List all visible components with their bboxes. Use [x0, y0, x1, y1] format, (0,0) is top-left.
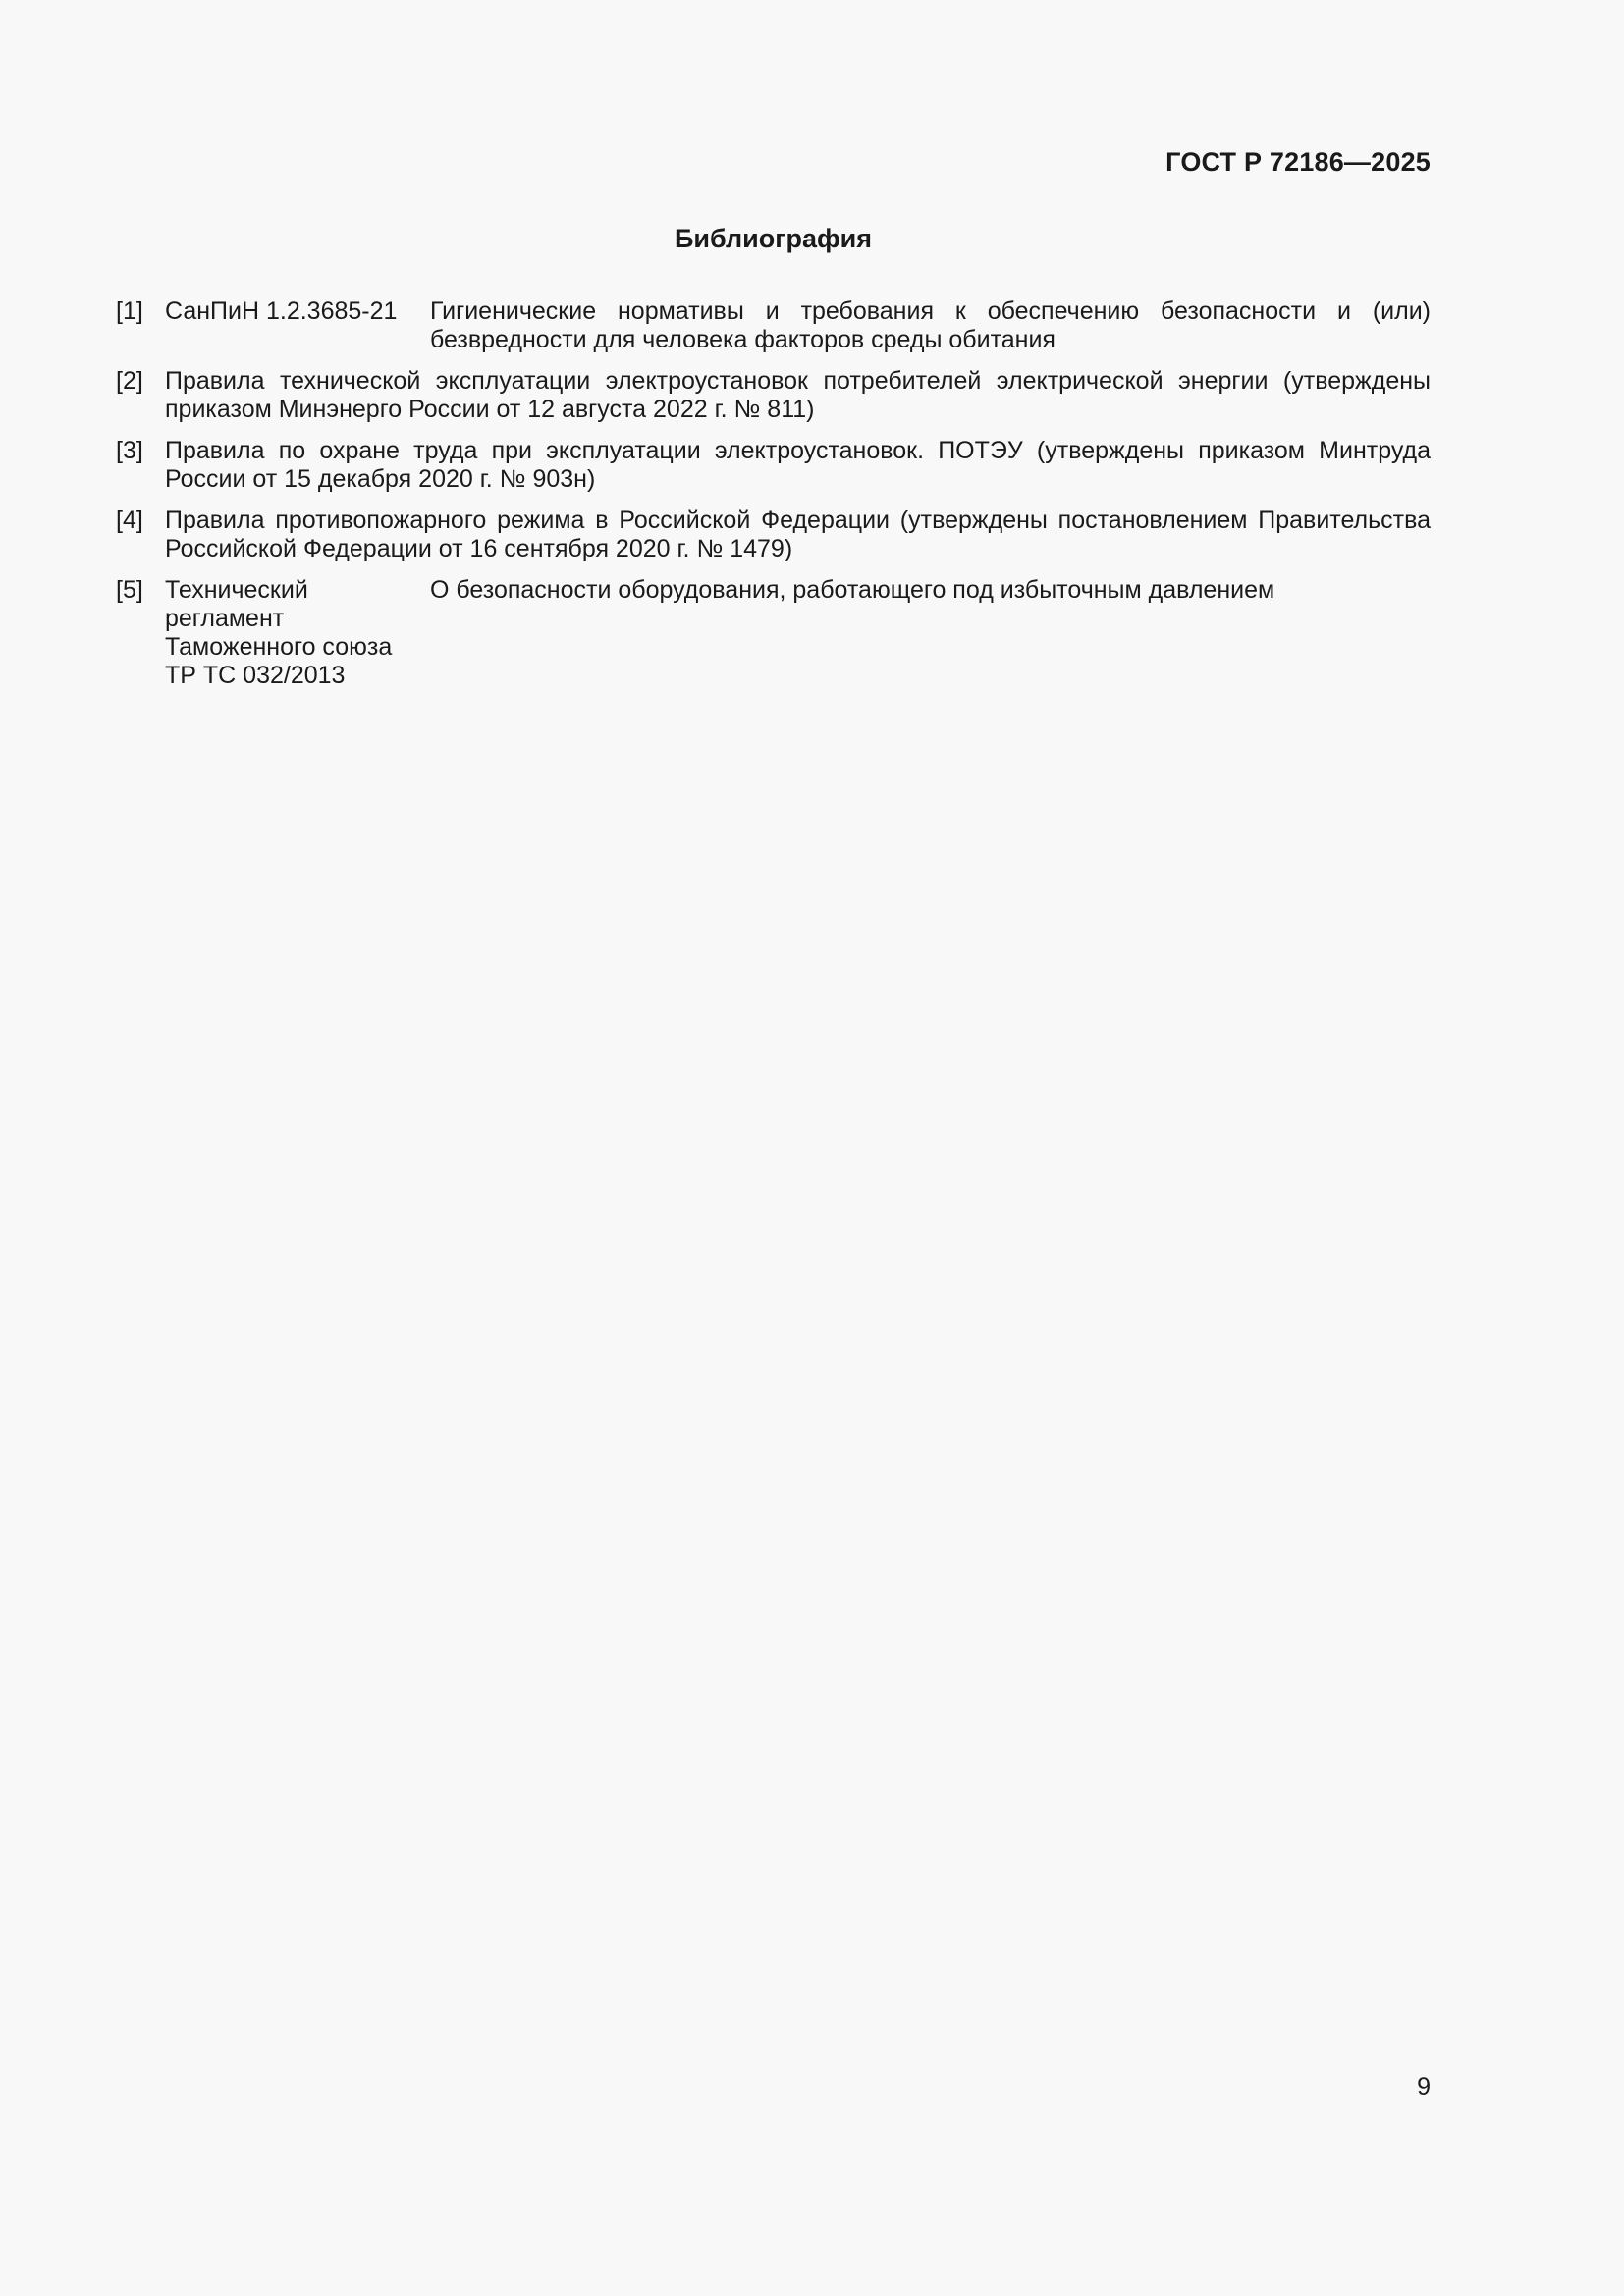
reference-number: [5] — [116, 576, 143, 604]
reference-title: Правила технической эксплуатации электроустановок потребителей электрической энергии (утверждены приказом Минэнерго России от 12 августа 2022 г. № 811) — [165, 367, 1431, 423]
reference-title: О безопасности оборудования, работающего под избыточным давлением — [430, 576, 1275, 604]
document-header: ГОСТ Р 72186—2025 — [1165, 147, 1431, 177]
bibliography-item — [116, 367, 1431, 424]
reference-document-line: ТР ТС 032/2013 — [165, 662, 346, 689]
reference-document-line: Технический — [165, 576, 308, 604]
bibliography-item — [116, 507, 1431, 563]
bibliography-item — [116, 576, 1431, 690]
reference-document-line: Таможенного союза — [165, 633, 393, 661]
page-number: 9 — [1417, 2073, 1431, 2101]
reference-title: Гигиенические нормативы и требования к обеспечению безопасности и (или) безвредности для человека факторов среды обитания — [430, 297, 1431, 353]
bibliography-list — [116, 297, 1431, 703]
reference-number: [2] — [116, 367, 143, 395]
reference-number: [1] — [116, 297, 143, 325]
bibliography-item — [116, 297, 1431, 354]
reference-title: Правила противопожарного режима в Российской Федерации (утверждены постановлением Правительства Российской Федерации от 16 сентября 2020 г. № 1479) — [165, 507, 1431, 562]
reference-number: [3] — [116, 437, 143, 464]
reference-document — [165, 576, 430, 690]
page-title: Библиография — [675, 224, 872, 253]
reference-number: [4] — [116, 507, 143, 534]
reference-document: СанПиН 1.2.3685-21 — [165, 297, 398, 325]
bibliography-item — [116, 437, 1431, 494]
reference-title: Правила по охране труда при эксплуатации электроустановок. ПОТЭУ (утверждены приказом Минтруда России от 15 декабря 2020 г. № 903н) — [165, 437, 1431, 493]
reference-document-line: регламент — [165, 605, 285, 632]
